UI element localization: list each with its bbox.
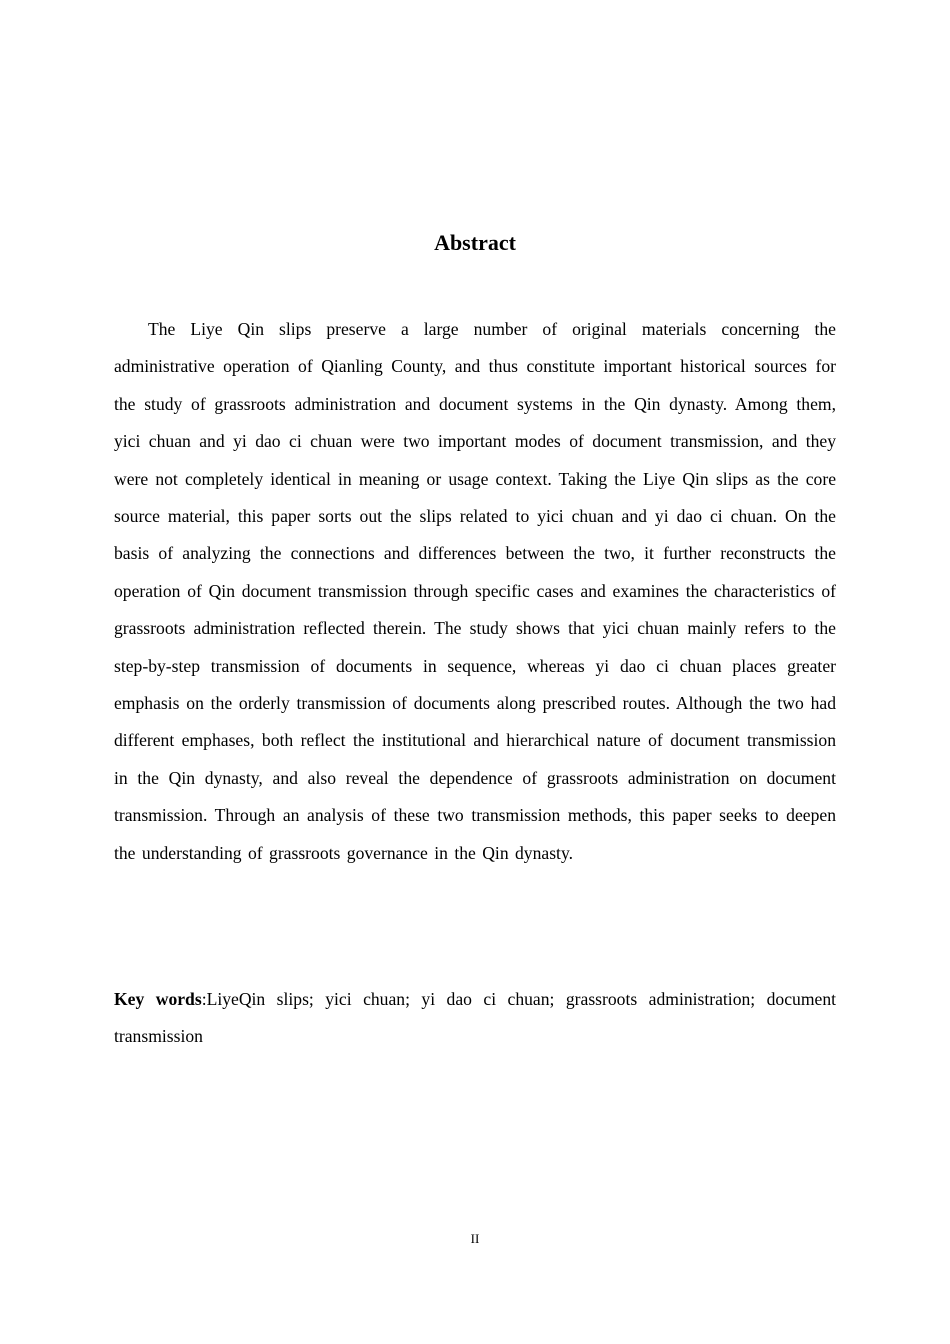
abstract-body: The Liye Qin slips preserve a large number of original materials concerning the administrative operation of Qianling County, and thus constitute important historical sources for the study of grassroots administration and document systems in the Qin dynasty. Among them, yici chuan and yi dao ci chuan were two important modes of document transmission, and they were not completely identical in meaning or usage context. Taking the Liye Qin slips as the core source material, this paper sorts out the slips related to yici chuan and yi dao ci chuan. On the basis of analyzing the connections and differences between the two, it further reconstructs the operation of Qin document transmission through specific cases and examines the characteristics of grassroots administration reflected therein. The study shows that yici chuan mainly refers to the step-by-step transmission of documents in sequence, whereas yi dao ci chuan places greater emphasis on the orderly transmission of documents along prescribed routes. Although the two had different emphases, both reflect the institutional and hierarchical nature of document transmission in the Qin dynasty, and also reveal the dependence of grassroots administration on document transmission. Through an analysis of these two transmission methods, this paper seeks to deepen the understanding of grassroots governance in the Qin dynasty. <box>114 319 836 863</box>
keywords-text: LiyeQin slips; yici chuan; yi dao ci chuan; grassroots administration; document transmission <box>114 989 836 1047</box>
keywords-label: Key words <box>114 989 202 1009</box>
page-number: II <box>470 1231 480 1246</box>
keywords-paragraph <box>114 981 836 1056</box>
abstract-title: Abstract <box>434 230 516 255</box>
keywords-separator: : <box>201 989 207 1009</box>
